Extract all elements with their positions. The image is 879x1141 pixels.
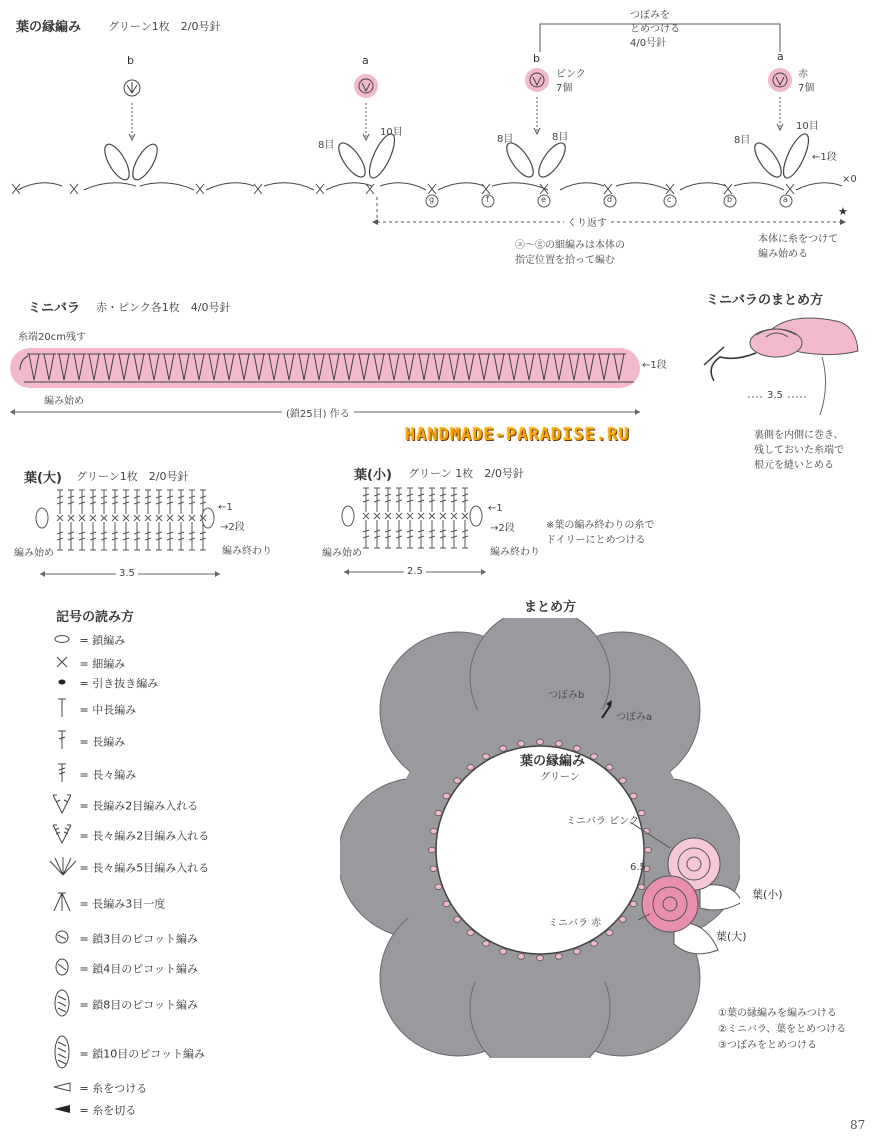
cut-yarn-icon	[48, 1104, 76, 1117]
leaf-large-chart	[30, 482, 240, 582]
st8-label-4: 8目	[734, 135, 751, 146]
start-mark: ×0	[842, 174, 857, 185]
leaf-large-sub: グリーン1枚 2/0号針	[76, 470, 189, 483]
legend-item-hdc: = 中長編み	[48, 697, 136, 719]
legend-item-dc2: = 長編み2目編み入れる	[48, 793, 198, 815]
bud-label-a2: a	[777, 50, 784, 63]
red-bud-label: 赤 7個	[798, 69, 815, 94]
finish-rose-note: 裏側を内側に巻き、 残しておいた糸端で 根元を縫いとめる	[754, 430, 844, 471]
leaf-small-title: 葉(小)	[354, 468, 392, 483]
leaf-small-note: ※葉の編み終わりの糸で ドイリーにとめつける	[546, 520, 655, 546]
legend-item-picot10: = 鎖10目のピコット編み	[48, 1034, 205, 1070]
tail-note: 糸端20cm残す	[18, 332, 86, 343]
mini-rose-chain-note: (鎖25目) 作る	[282, 405, 354, 420]
finish-rose-title: ミニバラのまとめ方	[706, 293, 824, 308]
finish-rose-illustration	[696, 305, 876, 425]
assembly-title: まとめ方	[524, 600, 577, 615]
st10-label-1: 10目	[380, 127, 403, 138]
slip-stitch-icon	[48, 677, 76, 690]
picot-10-icon	[48, 1034, 76, 1073]
leaf-large-size: 3.5	[116, 568, 138, 579]
tr-2-in-one-icon	[48, 823, 76, 848]
picot-8-icon	[48, 988, 76, 1021]
leaf-small-start: 編み始め	[322, 548, 362, 559]
legend-item-picot4: = 鎖4目のピコット編み	[48, 958, 198, 980]
mini-rose-start: 編み始め	[44, 396, 84, 407]
leaf-edge-sub: グリーン1枚 2/0号針	[108, 20, 221, 33]
mini-rose-row1: ←1段	[642, 360, 667, 371]
assembly-leaf-edge: 葉の縁編み	[520, 754, 586, 769]
leaf-small-row1: ←1	[488, 503, 503, 514]
leaf-large-row2: →2段	[220, 522, 245, 533]
assembly-leaf-small: 葉(小)	[752, 888, 783, 901]
pos-a: a	[783, 195, 788, 204]
legend-item-slip: = 引き抜き編み	[48, 675, 158, 697]
assembly-size: 6.5	[630, 862, 646, 873]
row1-label: ←1段	[812, 152, 837, 163]
bud-label-a1: a	[362, 54, 369, 67]
bud-a-2	[768, 68, 792, 130]
st10-label-2: 10目	[796, 121, 819, 132]
leaf-edge-title: 葉の縁編み	[16, 20, 82, 35]
dc-2-in-one-icon	[48, 793, 76, 818]
legend-item-picot8: = 鎖8目のピコット編み	[48, 988, 198, 1020]
leaf-small-end: 編み終わり	[490, 547, 540, 558]
st8-label-1: 8目	[318, 140, 335, 151]
pos-e: e	[541, 195, 546, 204]
assembly-rose-red: ミニバラ 赤	[548, 918, 602, 929]
pos-c: c	[667, 195, 672, 204]
bud-note: つぼみを とめつける 4/0号針	[630, 10, 680, 49]
assembly-bud-b: つぼみb	[548, 690, 585, 701]
assembly-diagram	[340, 618, 740, 1058]
bud-label-b2: b	[533, 52, 540, 65]
st8-label-2: 8目	[497, 134, 514, 145]
treble-crochet-icon	[48, 762, 76, 787]
picot-leaves	[100, 131, 813, 183]
bud-a-1	[354, 74, 378, 140]
page-number: 87	[850, 1118, 866, 1132]
st8-label-3: 8目	[552, 132, 569, 143]
leaf-small-size: 2.5	[404, 566, 426, 577]
finish-rose-size: 3.5	[764, 390, 786, 401]
picot-3-icon	[48, 929, 76, 948]
assembly-green: グリーン	[540, 772, 580, 783]
leaf-small-chart	[336, 480, 496, 580]
bud-label-b1: b	[127, 54, 134, 67]
chain-icon	[48, 634, 76, 647]
bud-b-2	[525, 68, 549, 134]
start-note: 本体に糸をつけて 編み始める	[758, 234, 838, 260]
assembly-rose-pink: ミニバラ ピンク	[566, 816, 639, 827]
mini-rose-title: ミニバラ	[28, 301, 81, 316]
leaf-large-start: 編み始め	[14, 548, 54, 559]
chain-row	[12, 183, 842, 194]
assembly-leaf-large: 葉(大)	[716, 930, 747, 943]
watermark-logo: HANDMADE-PARADISE.RU	[405, 425, 630, 445]
leaf-large-title: 葉(大)	[24, 471, 62, 486]
leaf-small-sub: グリーン 1枚 2/0号針	[408, 467, 524, 480]
tr-5-in-one-icon	[48, 855, 76, 880]
pos-b: b	[727, 195, 733, 204]
bud-b-1	[124, 80, 140, 140]
pink-bud-label: ピンク 7個	[556, 69, 586, 94]
pos-g: g	[429, 195, 435, 204]
leaf-large-row1: ←1	[218, 502, 233, 513]
pos-f: f	[486, 195, 489, 204]
leaf-small-row2: →2段	[490, 523, 515, 534]
assembly-bud-a: つぼみa	[616, 712, 653, 723]
legend-item-tr: = 長々編み	[48, 762, 136, 784]
join-yarn-icon	[48, 1082, 76, 1095]
assembly-steps: ①葉の縁編みを編みつける ②ミニバラ、葉をとめつける ③つぼみをとめつける	[718, 1008, 847, 1051]
single-crochet-icon	[48, 655, 76, 672]
legend-item-cut: = 糸を切る	[48, 1102, 136, 1124]
double-crochet-icon	[48, 729, 76, 754]
legend-item-dc3tog: = 長編み3目一度	[48, 891, 165, 913]
repeat-label: くり返す	[564, 214, 610, 229]
dc3tog-icon	[48, 891, 76, 916]
legend-item-join: = 糸をつける	[48, 1080, 147, 1102]
pos-d: d	[607, 195, 613, 204]
legend-item-tr2: = 長々編み2目編み入れる	[48, 823, 209, 845]
legend-item-dc: = 長編み	[48, 729, 125, 751]
start-star: ★	[838, 205, 848, 218]
picot-4-icon	[48, 958, 76, 979]
legend-item-sc: = 細編み	[48, 655, 125, 677]
legend-title: 記号の読み方	[56, 610, 135, 625]
legend-item-picot3: = 鎖3目のピコット編み	[48, 929, 198, 951]
leaf-large-end: 編み終わり	[222, 546, 272, 557]
positions-note: ⓐ～ⓖの細編みは本体の 指定位置を拾って編む	[515, 240, 625, 266]
legend-item-chain: = 鎖編み	[48, 632, 125, 654]
legend-item-tr5: = 長々編み5目編み入れる	[48, 855, 209, 877]
mini-rose-sub: 赤・ピンク各1枚 4/0号針	[96, 301, 231, 314]
half-double-icon	[48, 697, 76, 722]
